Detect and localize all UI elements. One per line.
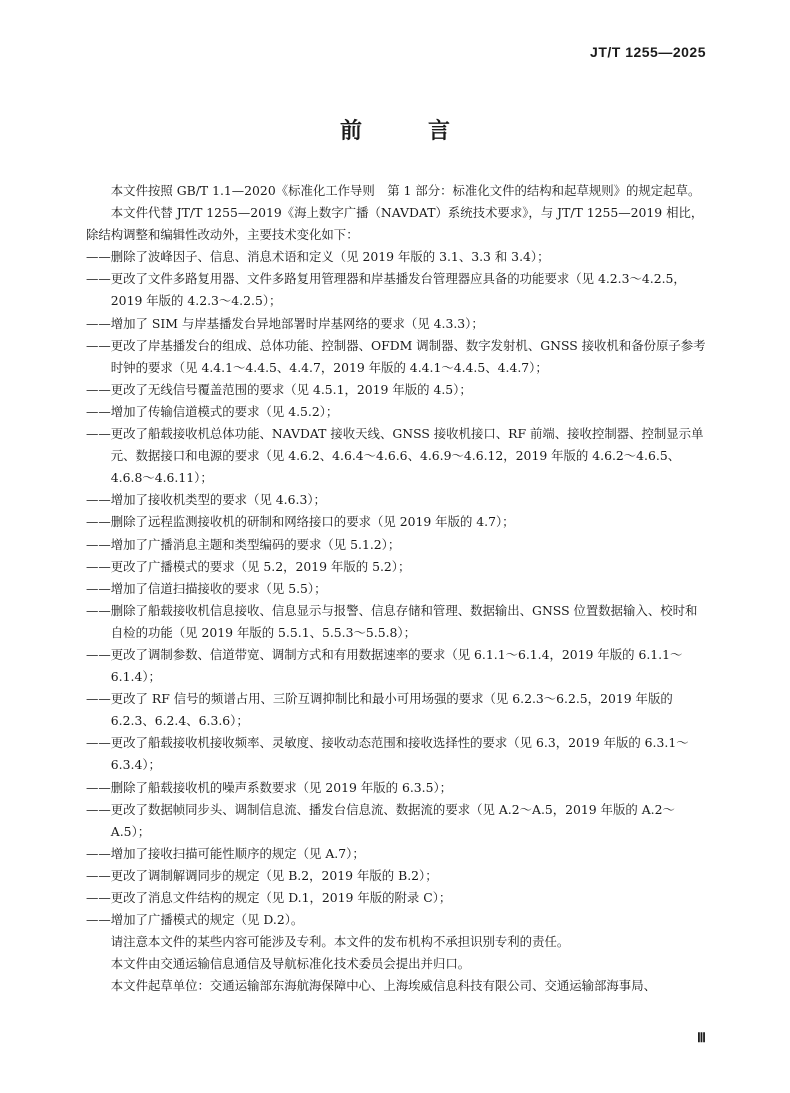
intro-paragraph-replacement: 本文件代替 JT/T 1255—2019《海上数字广播（NAVDAT）系统技术要求》，与 JT/T 1255—2019 相比，除结构调整和编辑性改动外，主要技术变化如下： [86,205,704,243]
drafting-organizations: 本文件起草单位：交通运输部东海航海保障中心、上海埃威信息科技有限公司、交通运输部海事局、 [110,978,656,994]
change-item: —— 增加了接收扫描可能性顺序的规定（见 A.7）； [86,843,708,865]
change-item: —— 更改了数据帧同步头、调制信息流、播发台信息流、数据流的要求（见 A.2～A.5，2019 年版的 A.2～A.5）； [86,799,708,843]
change-item: —— 删除了远程监测接收机的研制和网络接口的要求（见 2019 年版的 4.7）； [86,511,708,533]
page-number: Ⅲ [697,1030,706,1045]
change-item: —— 删除了船载接收机的噪声系数要求（见 2019 年版的 6.3.5）； [86,777,708,799]
change-item: —— 更改了文件多路复用器、文件多路复用管理器和岸基播发台管理器应具备的功能要求（见 4.2.3～4.2.5，2019 年版的 4.2.3～4.2.5）； [86,268,708,312]
change-item: —— 更改了消息文件结构的规定（见 D.1，2019 年版的附录 C）； [86,887,708,909]
change-item: —— 更改了广播模式的要求（见 5.2，2019 年版的 5.2）； [86,556,708,578]
change-item: —— 删除了船载接收机信息接收、信息显示与报警、信息存储和管理、数据输出、GNSS 位置数据输入、校时和自检的功能（见 2019 年版的 5.5.1、5.5.3～5.5.8）； [86,600,708,644]
proposer-statement: 本文件由交通运输信息通信及导航标准化技术委员会提出并归口。 [110,956,471,972]
change-item: —— 更改了船载接收机接收频率、灵敏度、接收动态范围和接收选择性的要求（见 6.3，2019 年版的 6.3.1～6.3.4）； [86,732,708,776]
change-item: —— 增加了信道扫描接收的要求（见 5.5）； [86,578,708,600]
change-item: —— 删除了波峰因子、信息、消息术语和定义（见 2019 年版的 3.1、3.3 和 3.4）； [86,246,708,268]
intro-paragraph-drafting-rules: 本文件按照 GB/T 1.1—2020《标准化工作导则 第 1 部分：标准化文件的结构和起草规则》的规定起草。 [110,183,701,198]
change-item: —— 更改了岸基播发台的组成、总体功能、控制器、OFDM 调制器、数字发射机、GNSS 接收机和备份原子参考时钟的要求（见 4.4.1～4.4.5、4.4.7，2019 年版的 4.4.1～4.4.5、4.4.7）； [86,335,708,379]
change-item: —— 增加了广播模式的规定（见 D.2）。 [86,909,708,931]
change-item: —— 更改了 RF 信号的频谱占用、三阶互调抑制比和最小可用场强的要求（见 6.2.3～6.2.5，2019 年版的 6.2.3、6.2.4、6.3.6）； [86,688,708,732]
change-item: —— 更改了调制解调同步的规定（见 B.2，2019 年版的 B.2）； [86,865,708,887]
change-item: —— 增加了传输信道模式的要求（见 4.5.2）； [86,401,708,423]
change-item: —— 增加了 SIM 与岸基播发台异地部署时岸基网络的要求（见 4.3.3）； [86,313,708,335]
page-title: 前 言 [339,119,472,144]
change-item: —— 增加了接收机类型的要求（见 4.6.3）； [86,489,708,511]
change-item: —— 更改了无线信号覆盖范围的要求（见 4.5.1，2019 年版的 4.5）； [86,379,708,401]
change-item: —— 更改了船载接收机总体功能、NAVDAT 接收天线、GNSS 接收机接口、RF 前端、接收控制器、控制显示单元、数据接口和电源的要求（见 4.6.2、4.6.4～4.6.6、4.6.9～4.6.12，2019 年版的 4.6.2～4.6.5、4.6.8～4.6.11）； [86,423,708,489]
standard-number: JT/T 1255—2025 [590,44,706,60]
change-item: —— 增加了广播消息主题和类型编码的要求（见 5.1.2）； [86,534,708,556]
patent-notice: 请注意本文件的某些内容可能涉及专利。本文件的发布机构不承担识别专利的责任。 [110,934,570,950]
change-item: —— 更改了调制参数、信道带宽、调制方式和有用数据速率的要求（见 6.1.1～6.1.4，2019 年版的 6.1.1～6.1.4）； [86,644,708,688]
foreword-body [86,180,708,997]
